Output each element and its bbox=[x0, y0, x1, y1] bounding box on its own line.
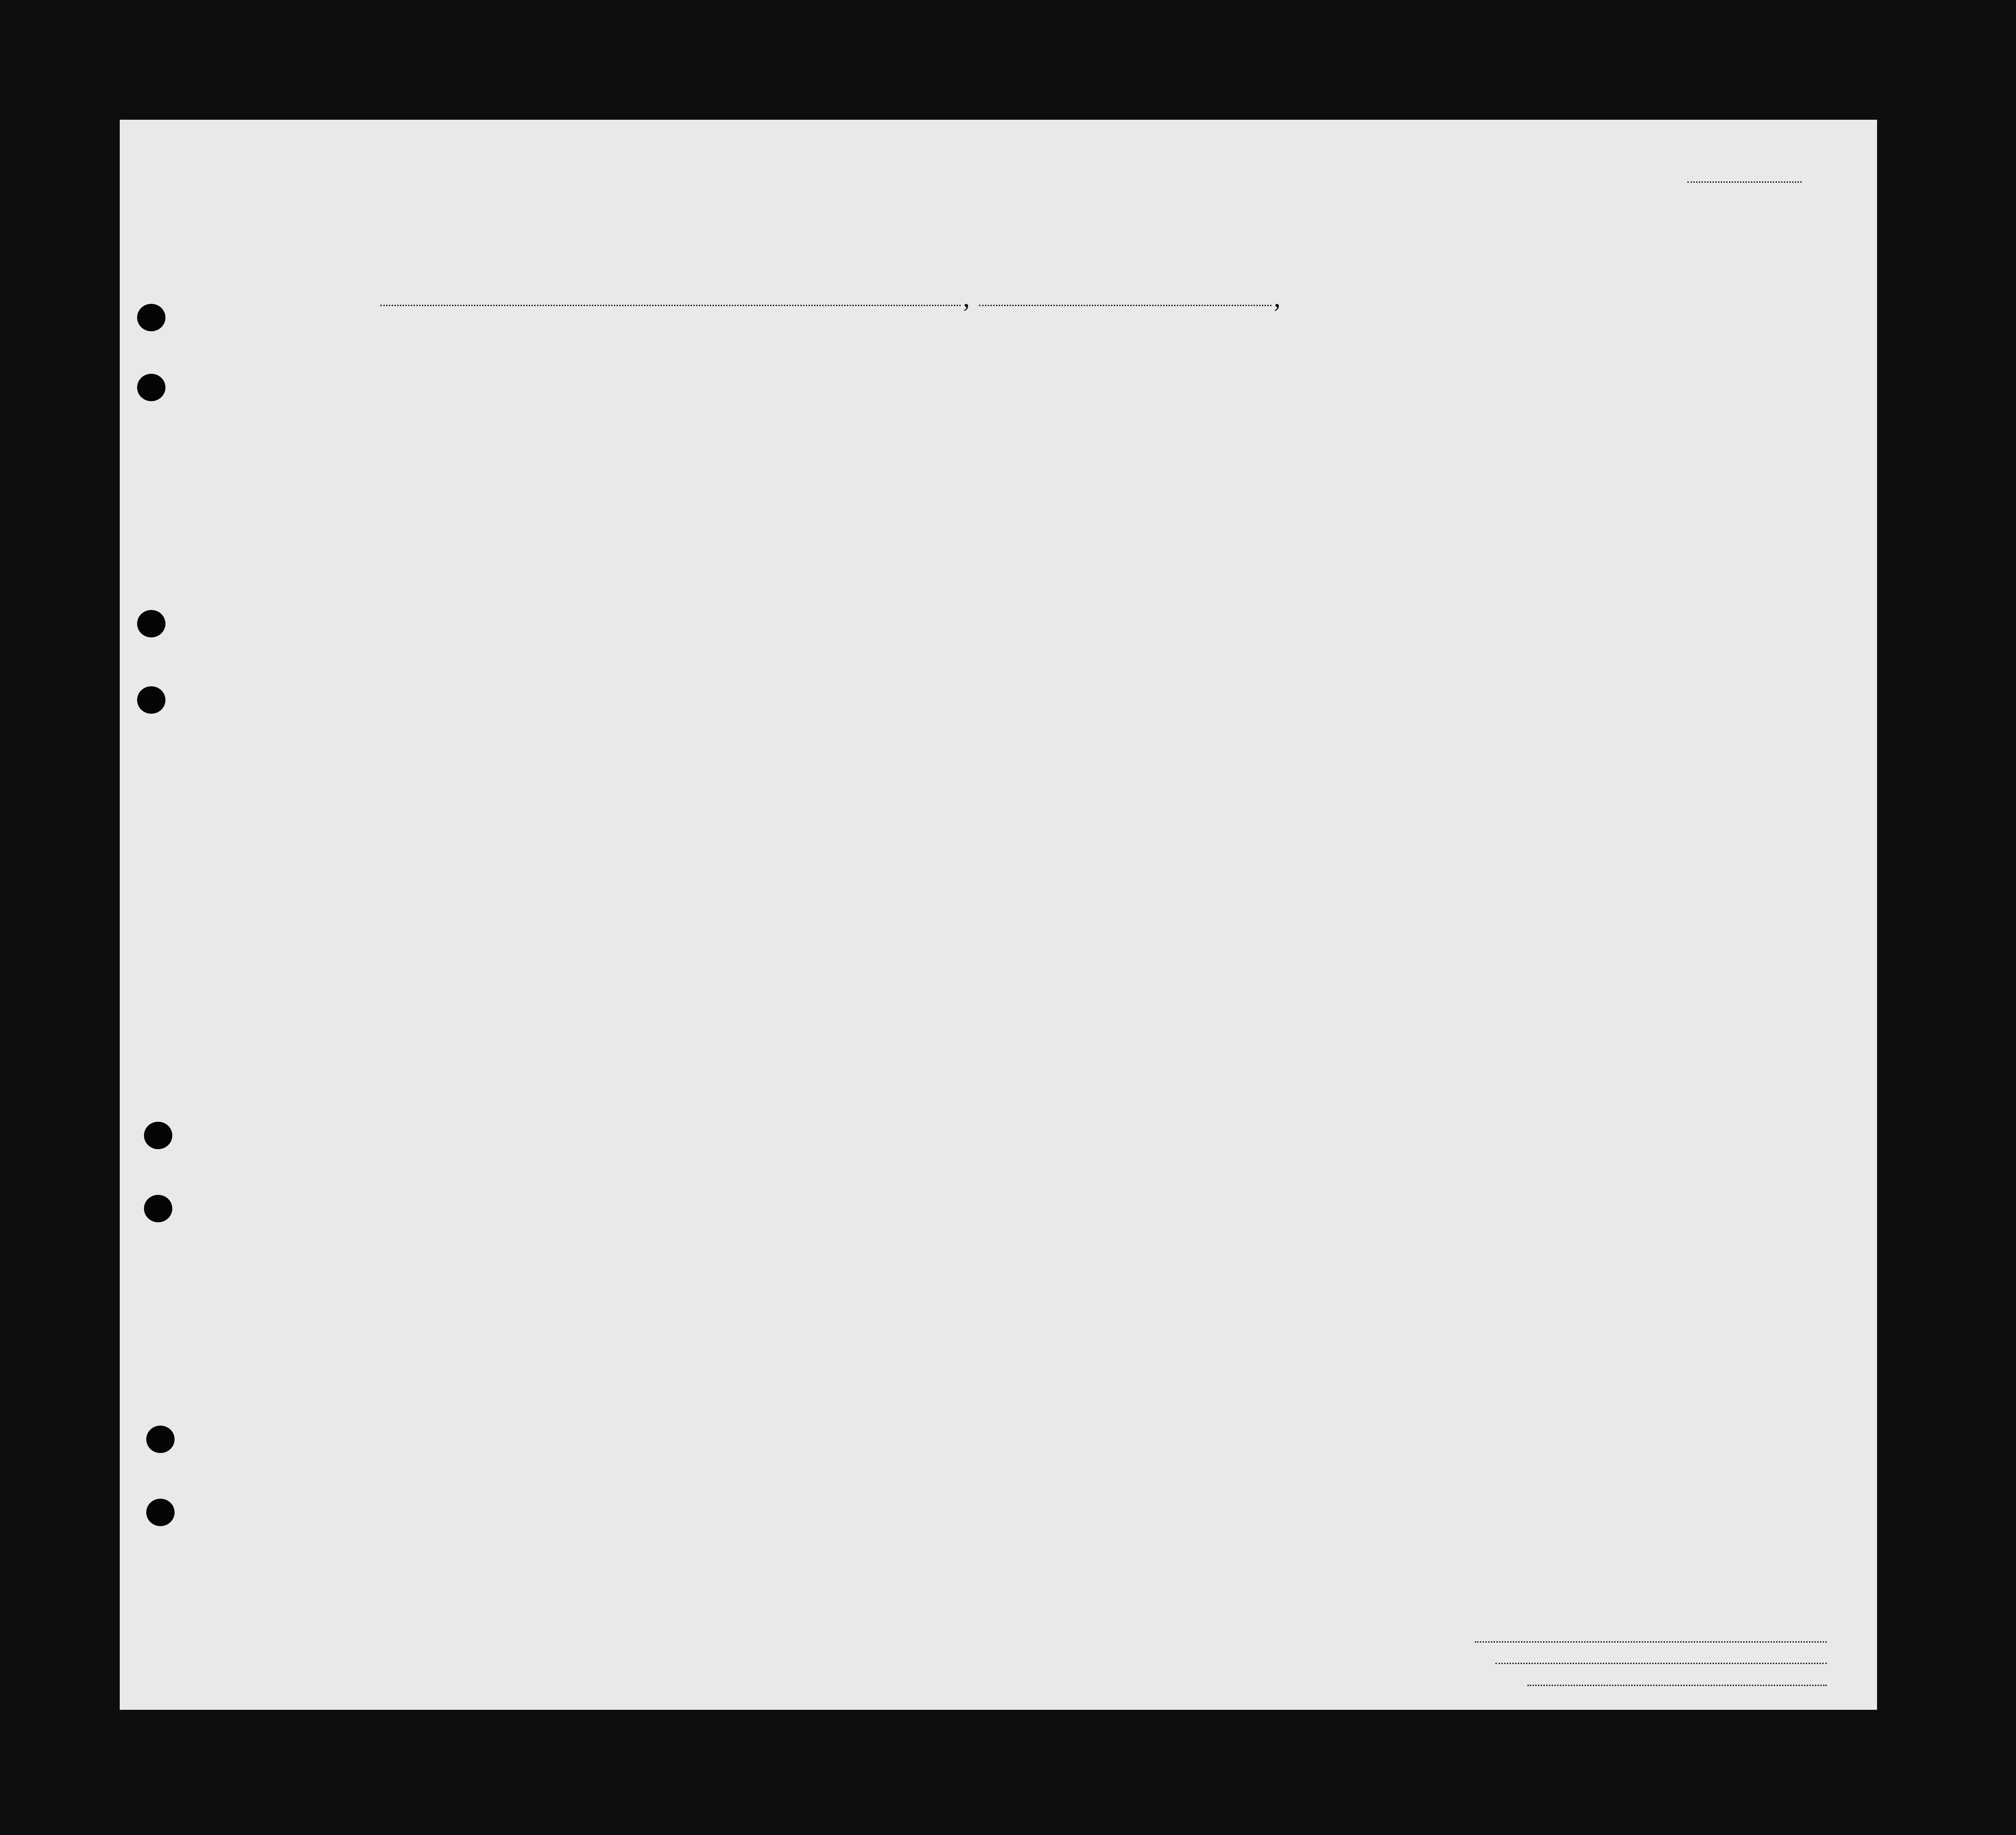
header-prison bbox=[1230, 362, 1260, 599]
header-feet bbox=[1562, 449, 1578, 531]
header-offer-labor bbox=[1367, 362, 1394, 599]
binder-hole bbox=[137, 374, 165, 401]
binder-hole bbox=[144, 1195, 172, 1222]
header-inches bbox=[1582, 449, 1598, 531]
binder-hole bbox=[137, 304, 165, 331]
binder-hole bbox=[137, 610, 165, 637]
header-possession-50 bbox=[709, 357, 737, 595]
header-excluded bbox=[1399, 362, 1418, 599]
header-overthrow bbox=[1312, 362, 1362, 599]
table-grid bbox=[120, 120, 1877, 1710]
header-arrested bbox=[1421, 362, 1440, 599]
header-anarchist bbox=[1288, 362, 1307, 599]
header-ticket bbox=[597, 357, 625, 595]
binder-hole bbox=[137, 686, 165, 714]
manifest-sheet: , , bbox=[120, 120, 1877, 1710]
binder-hole bbox=[146, 1499, 175, 1526]
binder-hole bbox=[144, 1122, 172, 1149]
binder-hole bbox=[146, 1426, 175, 1453]
header-polygamist bbox=[1265, 362, 1283, 599]
